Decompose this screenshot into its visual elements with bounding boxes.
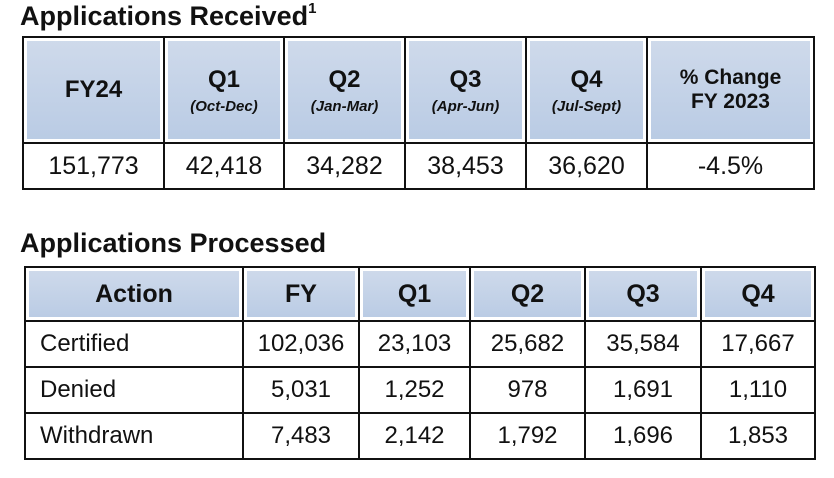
header-q2: Q2 (Jan-Mar) bbox=[284, 37, 405, 143]
table-cell: 23,103 bbox=[359, 321, 470, 367]
value-q4: 36,620 bbox=[526, 143, 647, 189]
table-cell: 1,110 bbox=[701, 367, 815, 413]
header-q3: Q3 bbox=[585, 267, 701, 321]
table-cell: 1,691 bbox=[585, 367, 701, 413]
received-title-text: Applications Received bbox=[20, 1, 309, 31]
header-percent-change: % Change FY 2023 bbox=[647, 37, 814, 143]
table-cell: 1,252 bbox=[359, 367, 470, 413]
table-cell: 1,696 bbox=[585, 413, 701, 459]
header-action: Action bbox=[25, 267, 243, 321]
value-q2: 34,282 bbox=[284, 143, 405, 189]
table-cell: 7,483 bbox=[243, 413, 359, 459]
processed-header-row bbox=[25, 267, 815, 321]
footnote-marker: 1 bbox=[308, 0, 317, 17]
table-row bbox=[25, 367, 815, 413]
header-q4: Q4 bbox=[701, 267, 815, 321]
applications-processed-title: Applications Processed bbox=[20, 228, 327, 258]
value-q1: 42,418 bbox=[164, 143, 284, 189]
table-row bbox=[25, 413, 815, 459]
table-cell: 25,682 bbox=[470, 321, 585, 367]
table-cell: 102,036 bbox=[243, 321, 359, 367]
table-cell: 1,792 bbox=[470, 413, 585, 459]
table-cell: 5,031 bbox=[243, 367, 359, 413]
value-fy24: 151,773 bbox=[23, 143, 164, 189]
header-fy24: FY24 bbox=[23, 37, 164, 143]
row-label-denied: Denied bbox=[25, 367, 243, 413]
header-q4: Q4 (Jul-Sept) bbox=[526, 37, 647, 143]
header-q2: Q2 bbox=[470, 267, 585, 321]
table-cell: 17,667 bbox=[701, 321, 815, 367]
applications-processed-table bbox=[24, 266, 816, 460]
applications-received-table bbox=[22, 36, 815, 190]
header-q3: Q3 (Apr-Jun) bbox=[405, 37, 526, 143]
value-percent-change: -4.5% bbox=[647, 143, 814, 189]
applications-received-title bbox=[20, 0, 317, 31]
row-label-certified: Certified bbox=[25, 321, 243, 367]
received-header-row bbox=[23, 37, 814, 143]
received-values-row bbox=[23, 143, 814, 189]
table-row bbox=[25, 321, 815, 367]
table-cell: 2,142 bbox=[359, 413, 470, 459]
value-q3: 38,453 bbox=[405, 143, 526, 189]
header-q1: Q1 (Oct-Dec) bbox=[164, 37, 284, 143]
row-label-withdrawn: Withdrawn bbox=[25, 413, 243, 459]
header-fy: FY bbox=[243, 267, 359, 321]
table-cell: 35,584 bbox=[585, 321, 701, 367]
table-cell: 1,853 bbox=[701, 413, 815, 459]
header-q1: Q1 bbox=[359, 267, 470, 321]
table-cell: 978 bbox=[470, 367, 585, 413]
